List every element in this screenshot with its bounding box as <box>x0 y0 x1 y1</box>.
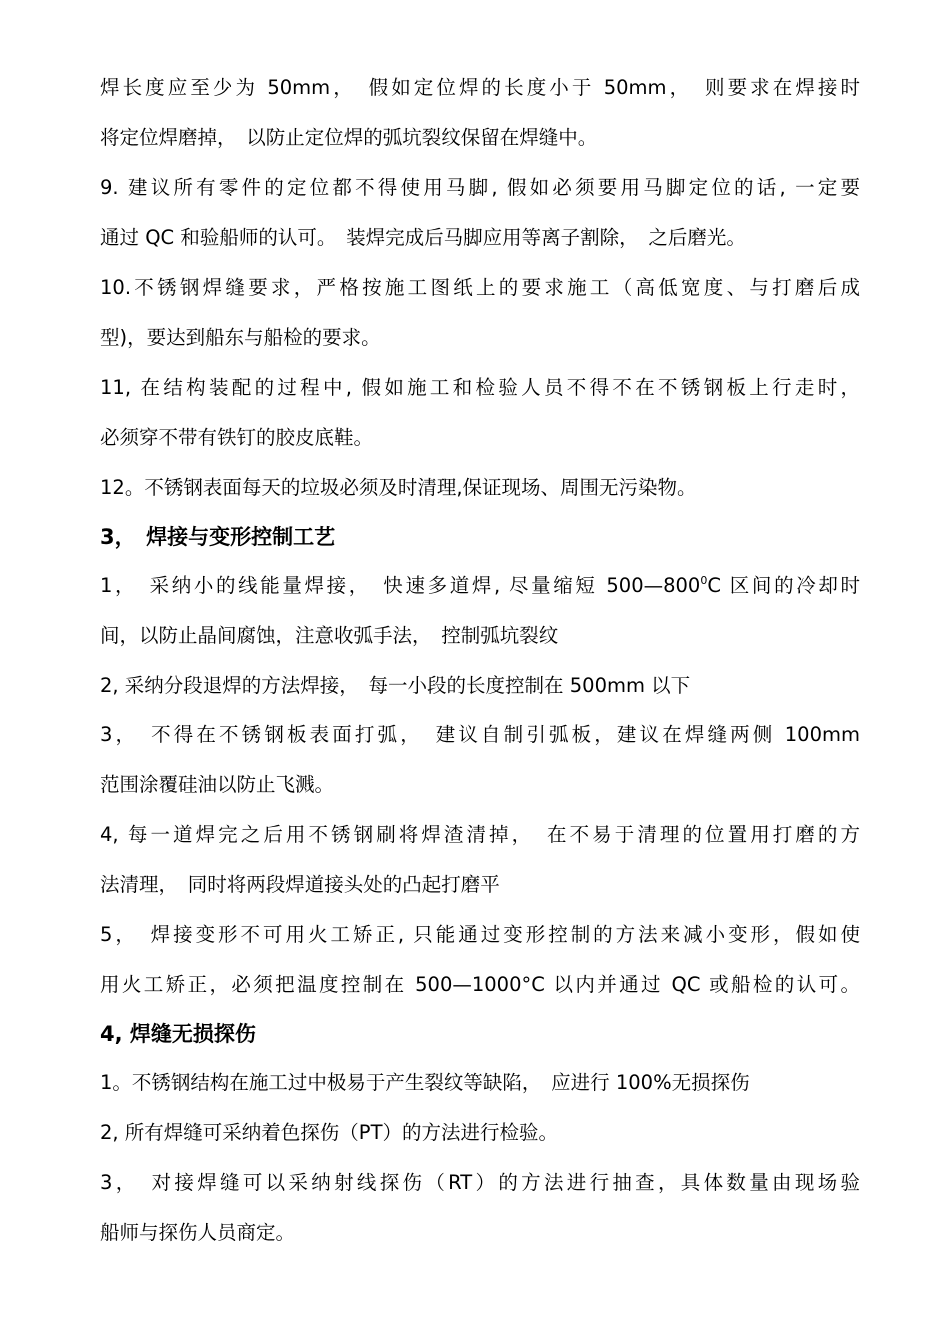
section-heading-3: 3， 焊接与变形控制工艺 <box>100 525 336 549</box>
list-item-12-line: 12。不锈钢表面每天的垃圾必须及时清理,保证现场、周围无污染物。 <box>100 476 697 499</box>
section-heading-4: 4, 焊缝无损探伤 <box>100 1022 256 1046</box>
list-item-3-line: 船师与探伤人员商定。 <box>100 1221 296 1244</box>
list-item-11-line: 11, 在结构装配的过程中, 假如施工和检验人员不得不在不锈钢板上行走时， <box>100 376 860 399</box>
paragraph-line: 将定位焊磨掉， 以防止定位焊的弧坑裂纹保留在焊缝中。 <box>100 126 598 149</box>
list-item-10-line: 型)，要达到船东与船检的要求。 <box>100 326 381 349</box>
list-item-10-line: 10.不锈钢焊缝要求，严格按施工图纸上的要求施工（高低宽度、与打磨后成 <box>100 276 860 299</box>
list-item-3-line: 范围涂覆硅油以防止飞溅。 <box>100 773 335 796</box>
list-item-2-line: 2, 所有焊缝可采纳着色探伤（PT）的方法进行检验。 <box>100 1121 558 1144</box>
list-item-4-line: 法清理， 同时将两段焊道接头处的凸起打磨平 <box>100 873 500 896</box>
list-item-9-line: 通过 QC 和验船师的认可。 装焊完成后马脚应用等离子割除， 之后磨光。 <box>100 226 746 249</box>
paragraph-line: 焊长度应至少为 50mm， 假如定位焊的长度小于 50mm， 则要求在焊接时 <box>100 76 860 99</box>
list-item-4-line: 4, 每一道焊完之后用不锈钢刷将焊渣清掉， 在不易于清理的位置用打磨的方 <box>100 823 860 846</box>
list-item-1-line: 1。不锈钢结构在施工过中极易于产生裂纹等缺陷， 应进行 100%无损探伤 <box>100 1071 750 1094</box>
text-run: C 区间的冷却时 <box>707 574 860 597</box>
list-item-3-line: 3， 对接焊缝可以采纳射线探伤（RT）的方法进行抽查，具体数量由现场验 <box>100 1171 860 1194</box>
list-item-3-line: 3， 不得在不锈钢板表面打弧， 建议自制引弧板，建议在焊缝两侧 100mm <box>100 723 860 746</box>
superscript: 0 <box>700 573 708 587</box>
list-item-5-line: 5， 焊接变形不可用火工矫正, 只能通过变形控制的方法来减小变形，假如使 <box>100 923 860 946</box>
list-item-11-line: 必须穿不带有铁钉的胶皮底鞋。 <box>100 426 374 449</box>
list-item-9-line: 9. 建议所有零件的定位都不得使用马脚, 假如必须要用马脚定位的话, 一定要 <box>100 176 860 199</box>
list-item-2-line: 2, 采纳分段退焊的方法焊接， 每一小段的长度控制在 500mm 以下 <box>100 674 691 697</box>
text-run: 1， 采纳小的线能量焊接， 快速多道焊, 尽量缩短 500—800 <box>100 574 701 597</box>
list-item-5-line: 用火工矫正，必须把温度控制在 500—1000°C 以内并通过 QC 或船检的认可。 <box>100 973 860 996</box>
list-item-1-line <box>100 573 860 599</box>
list-item-1-line: 间，以防止晶间腐蚀，注意收弧手法， 控制弧坑裂纹 <box>100 624 559 647</box>
